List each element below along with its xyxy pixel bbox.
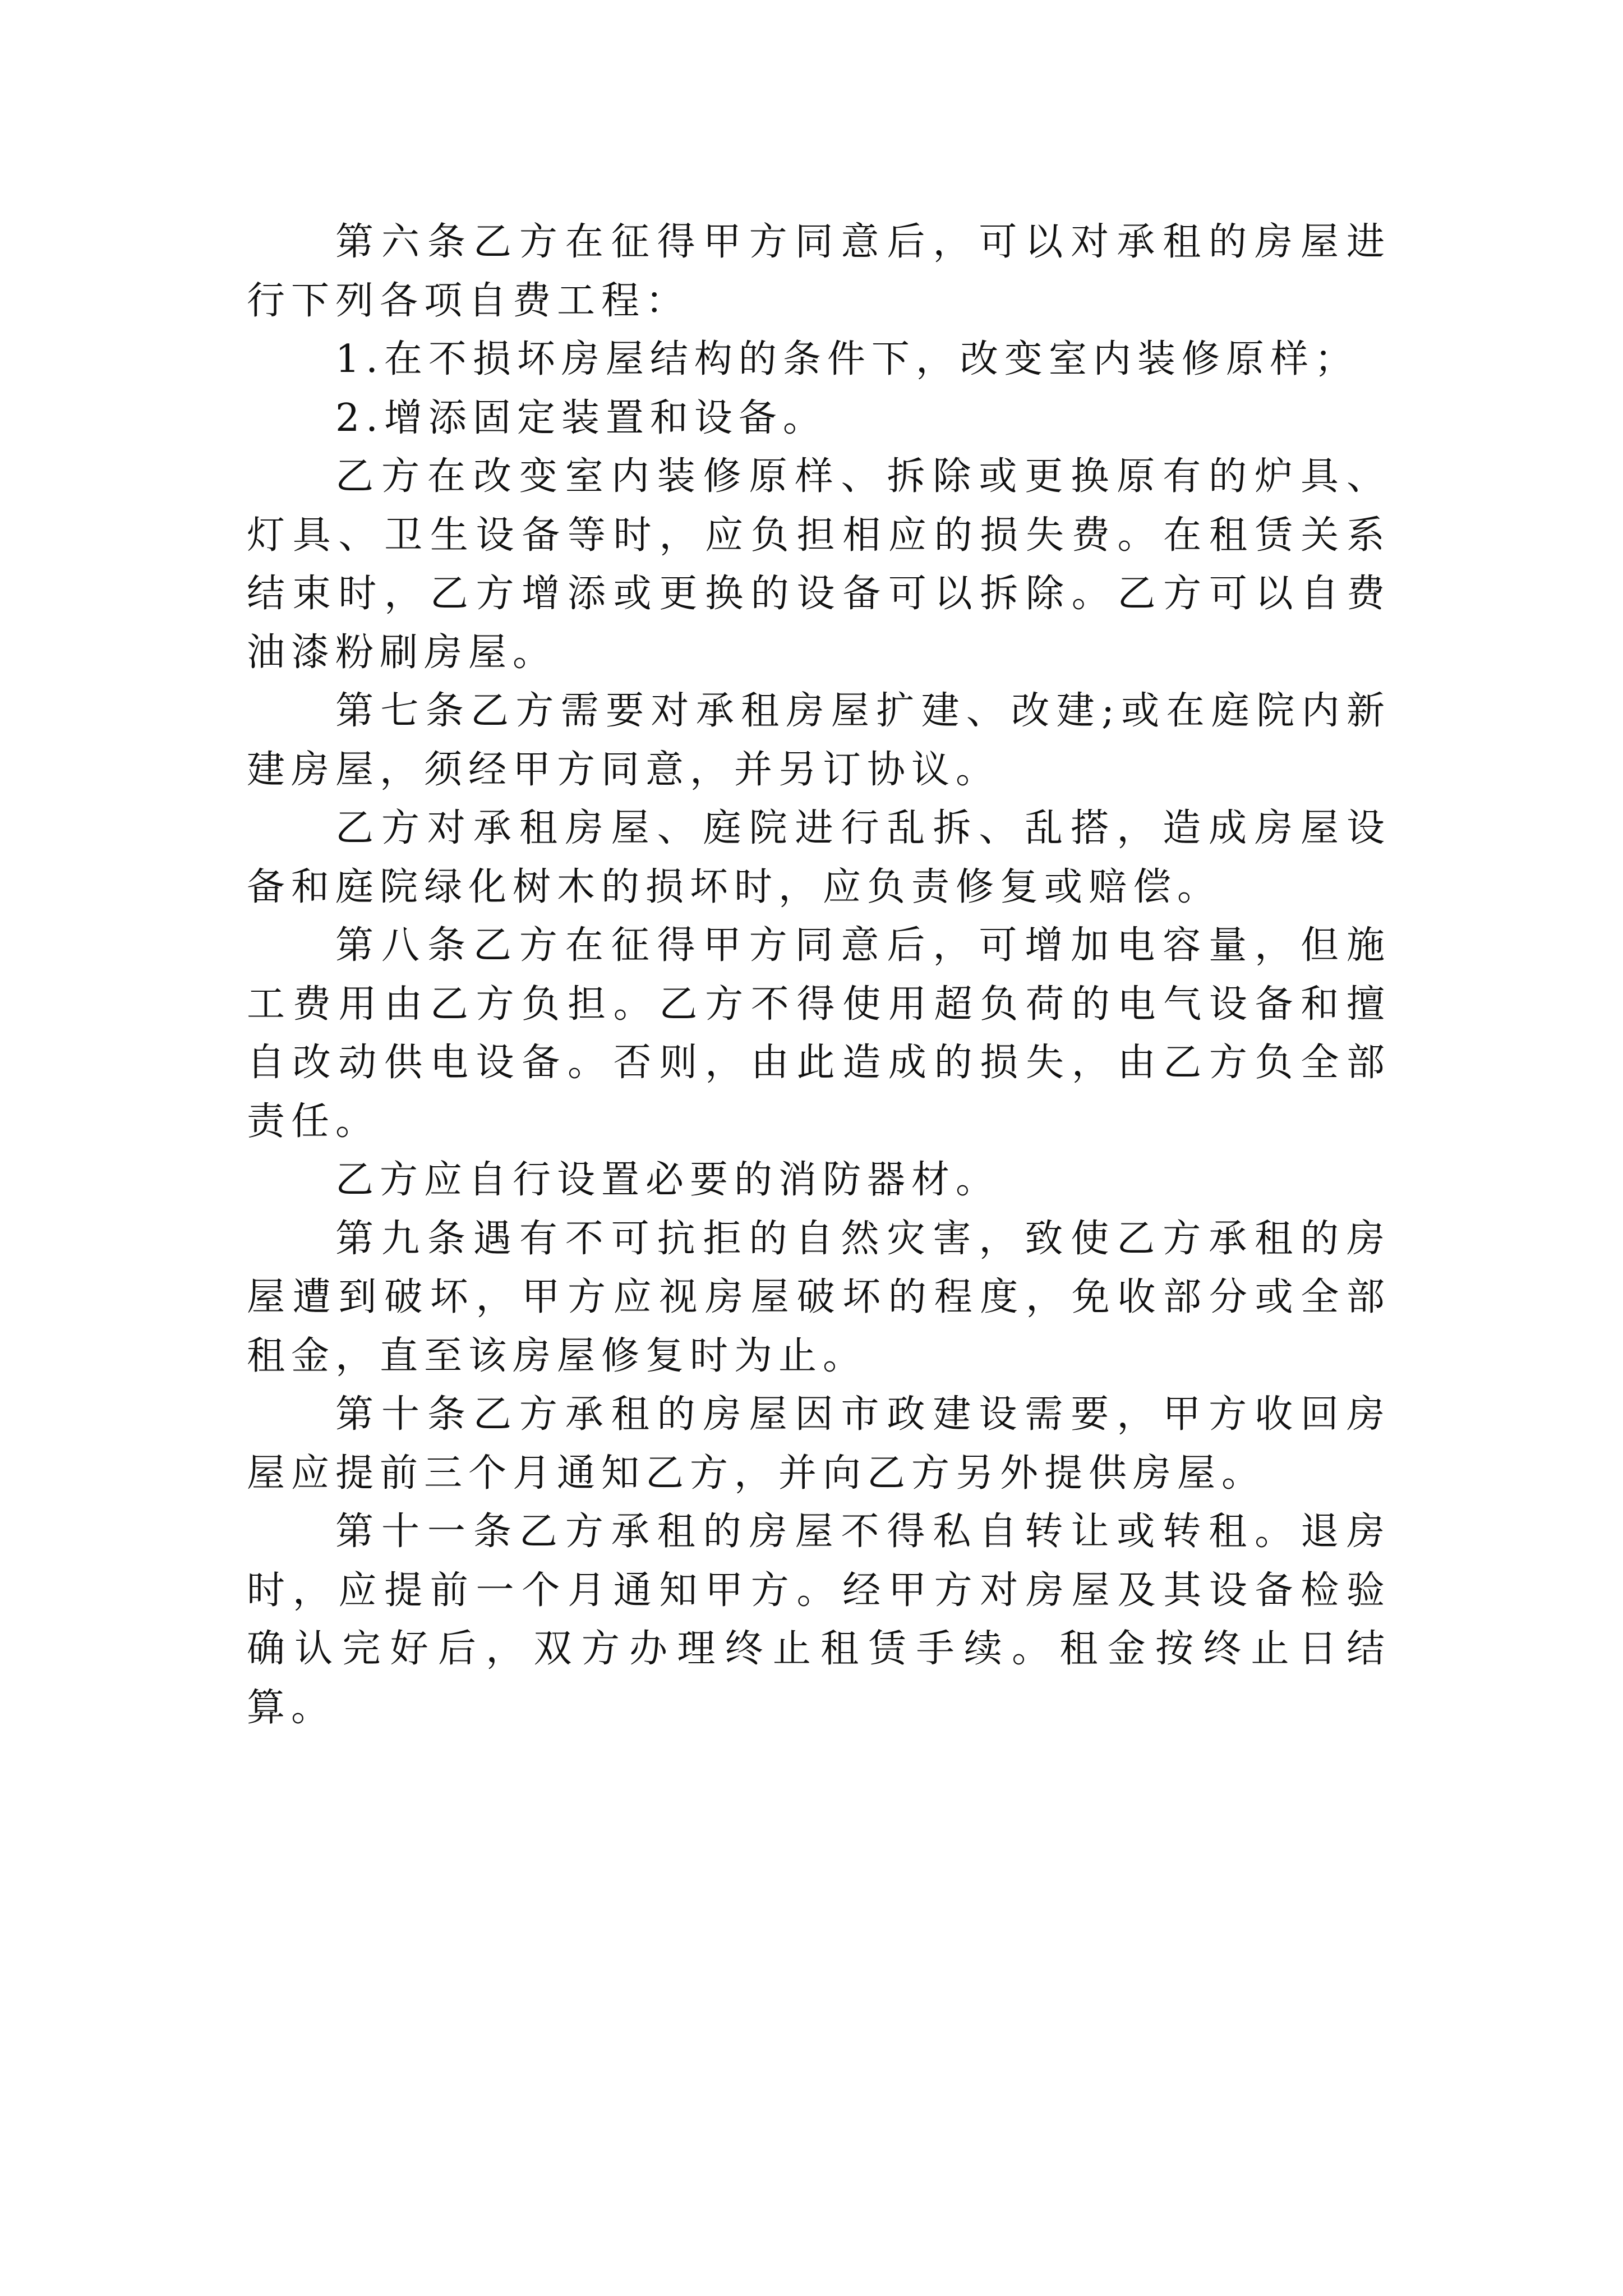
article-7-supplement: 乙方对承租房屋、庭院进行乱拆、乱搭，造成房屋设备和庭院绿化树木的损坏时，应负责修复或赔偿。 [247, 806, 1391, 909]
article-6-item-2: 2.增添固定装置和设备。 [335, 395, 827, 440]
article-9-paragraph: 第九条遇有不可抗拒的自然灾害，致使乙方承租的房屋遭到破坏，甲方应视房屋破坏的程度，免收部分或全部租金，直至该房屋修复时为止。 [247, 1216, 1391, 1378]
article-6-item-1: 1.在不损坏房屋结构的条件下，改变室内装修原样； [335, 337, 1359, 381]
document-body [247, 213, 1391, 1737]
article-8-paragraph: 第八条乙方在征得甲方同意后，可增加电容量，但施工费用由乙方负担。乙方不得使用超负荷的电气设备和擅自改动供电设备。否则，由此造成的损失，由乙方负全部责任。 [247, 923, 1391, 1144]
article-8-supplement: 乙方应自行设置必要的消防器材。 [335, 1158, 1000, 1202]
article-10-paragraph: 第十条乙方承租的房屋因市政建设需要，甲方收回房屋应提前三个月通知乙方，并向乙方另外提供房屋。 [247, 1392, 1391, 1496]
article-7-paragraph: 第七条乙方需要对承租房屋扩建、改建;或在庭院内新建房屋，须经甲方同意，并另订协议。 [247, 689, 1391, 792]
article-11-paragraph: 第十一条乙方承租的房屋不得私自转让或转租。退房时，应提前一个月通知甲方。经甲方对房屋及其设备检验确认完好后，双方办理终止租赁手续。租金按终止日结算。 [247, 1510, 1391, 1730]
article-6-supplement: 乙方在改变室内装修原样、拆除或更换原有的炉具、灯具、卫生设备等时，应负担相应的损失费。在租赁关系结束时，乙方增添或更换的设备可以拆除。乙方可以自费油漆粉刷房屋。 [247, 454, 1391, 675]
article-6-paragraph: 第六条乙方在征得甲方同意后，可以对承租的房屋进行下列各项自费工程： [247, 220, 1391, 323]
